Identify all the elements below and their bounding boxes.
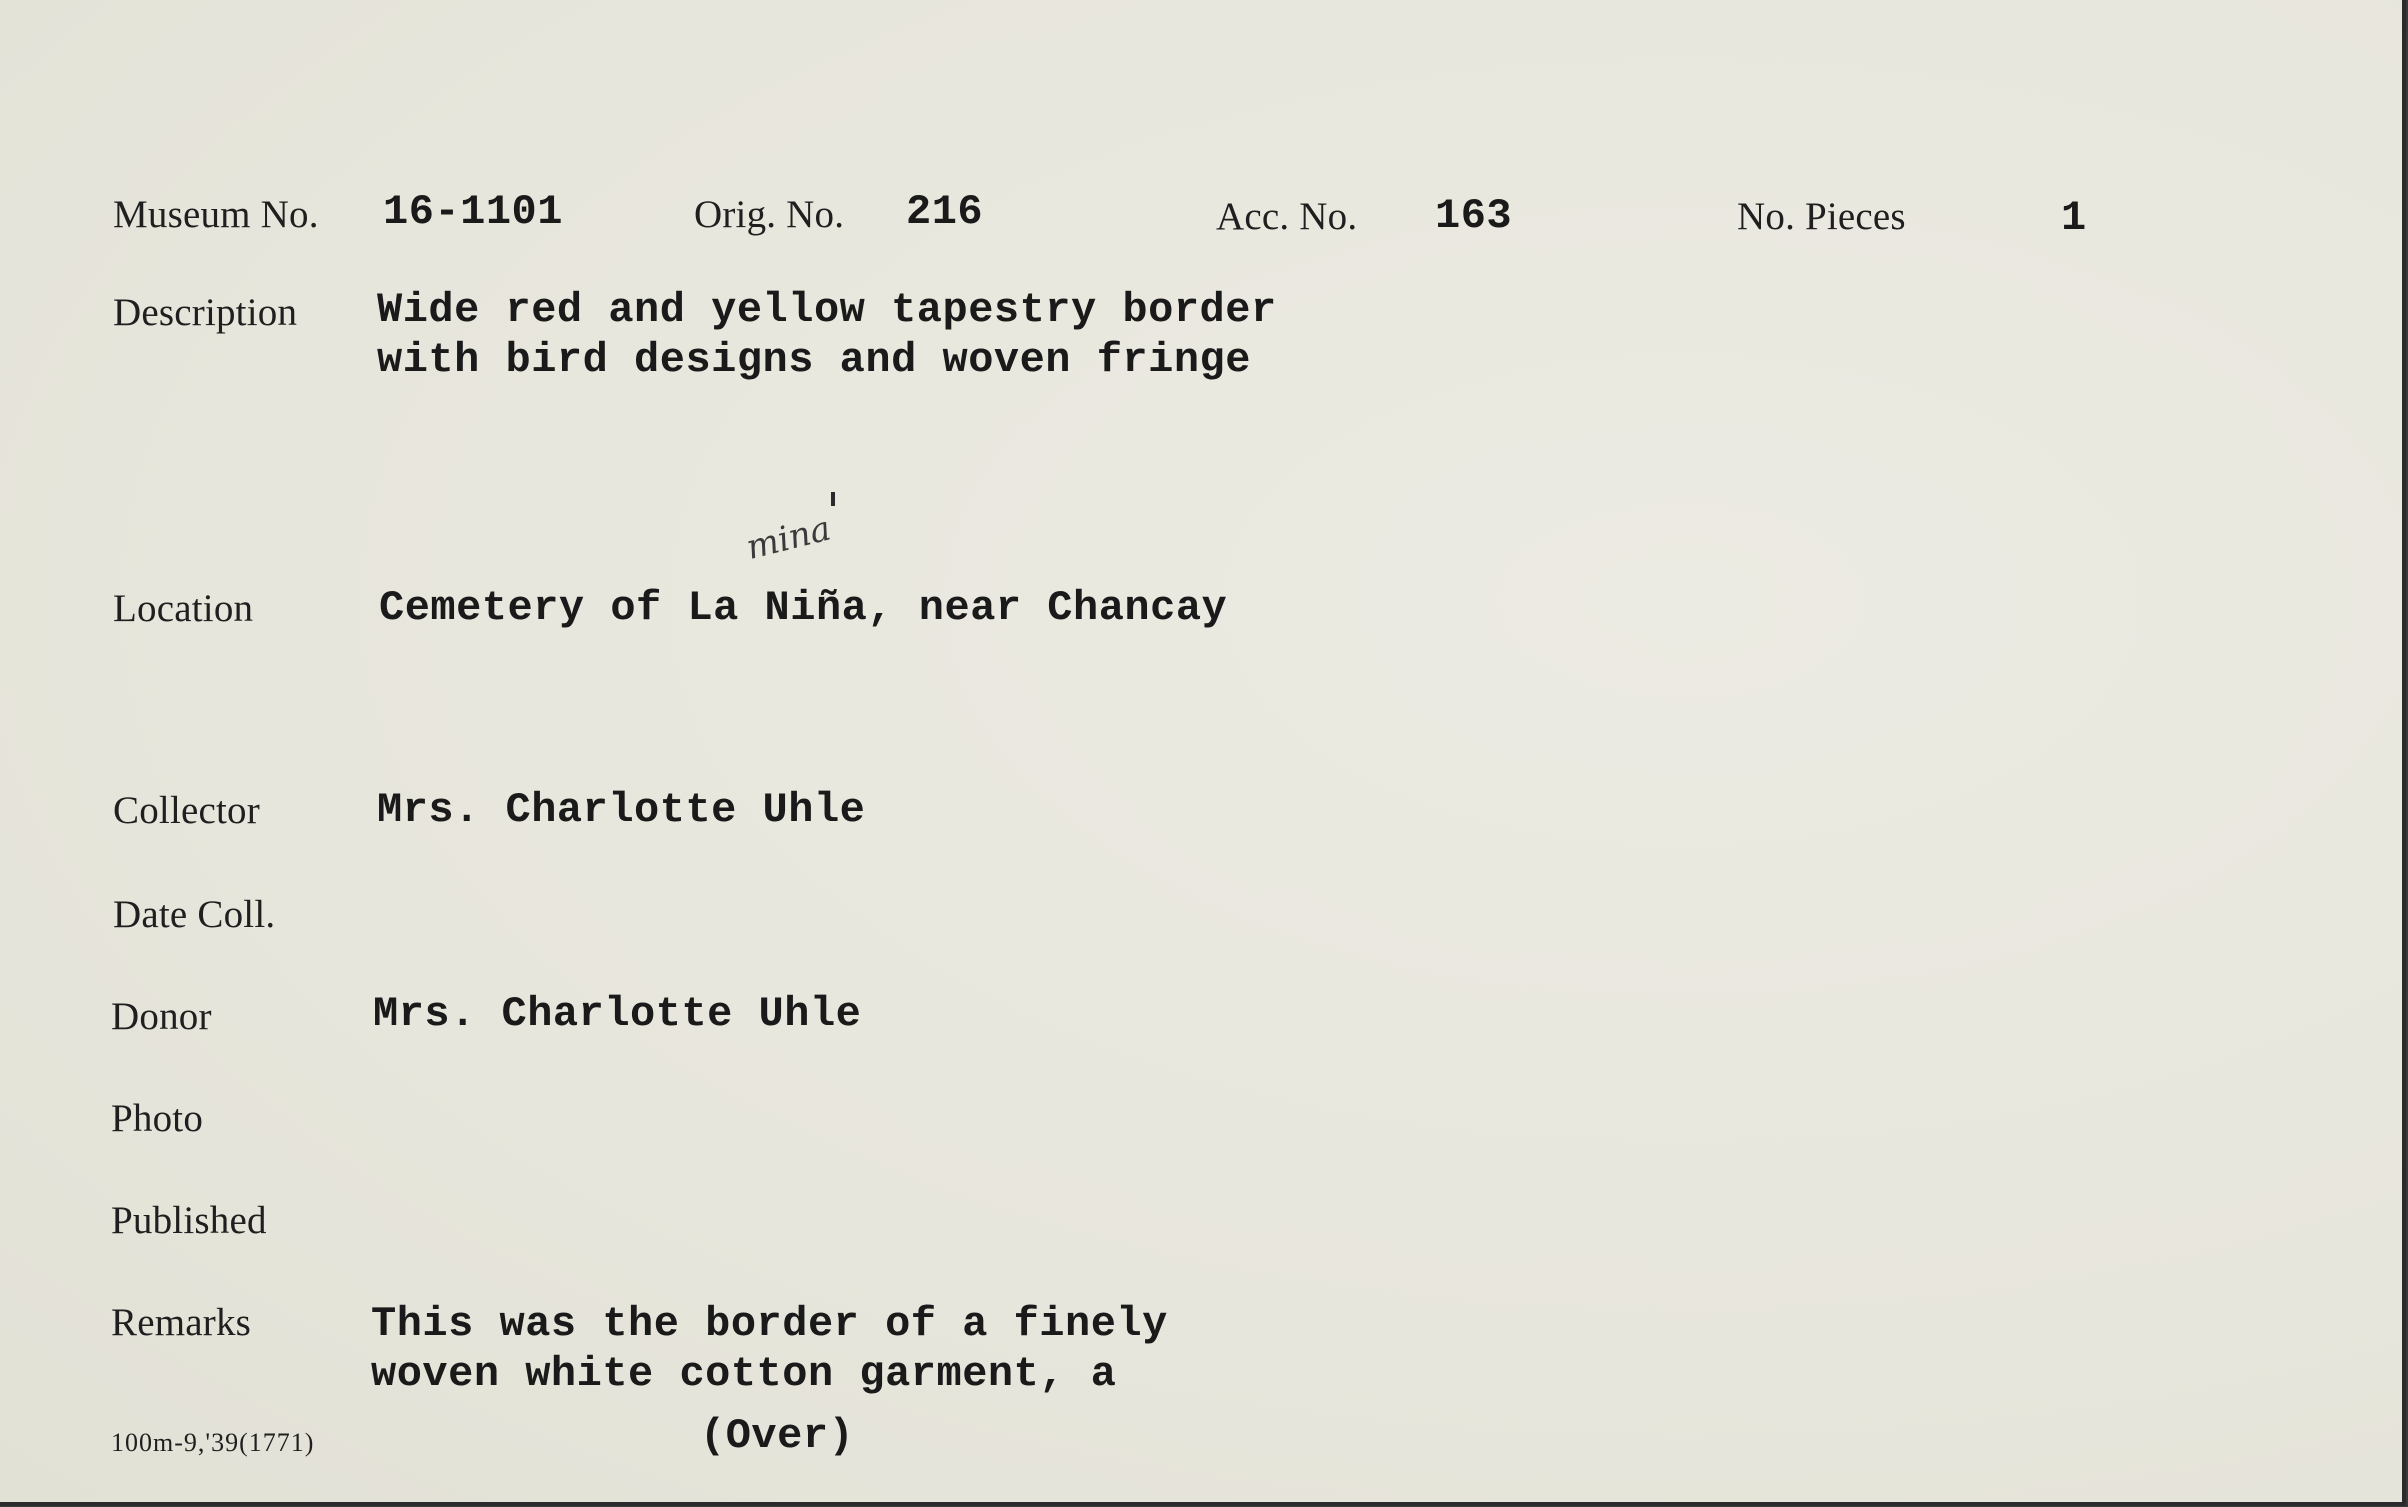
over-note: (Over) [700,1412,855,1460]
donor-label: Donor [111,995,212,1038]
location-label: Location [113,587,254,630]
description-line-2: with bird designs and woven fringe [377,336,1251,384]
donor-value: Mrs. Charlotte Uhle [373,990,862,1038]
no-pieces-value: 1 [2061,194,2087,242]
form-code: 100m-9,'39(1771) [111,1428,315,1457]
acc-no-value: 163 [1435,192,1513,240]
description-label: Description [113,291,298,334]
acc-no-label: Acc. No. [1216,195,1358,238]
date-coll-label: Date Coll. [113,893,276,936]
orig-no-value: 216 [906,188,984,236]
orig-no-label: Orig. No. [694,193,845,236]
collector-value: Mrs. Charlotte Uhle [377,786,866,834]
museum-no-label: Museum No. [113,193,319,236]
photo-label: Photo [111,1097,204,1140]
location-value: Cemetery of La Niña, near Chancay [379,584,1228,632]
museum-no-value: 16-1101 [383,188,563,236]
remarks-label: Remarks [111,1301,252,1344]
published-label: Published [111,1199,267,1242]
collector-label: Collector [113,789,260,832]
annotation-tick-mark [831,492,835,506]
no-pieces-label: No. Pieces [1737,195,1906,238]
handwritten-annotation: mina [742,508,835,568]
description-line-1: Wide red and yellow tapestry border [377,286,1277,334]
remarks-line-1: This was the border of a finely [371,1300,1168,1348]
remarks-line-2: woven white cotton garment, a [371,1350,1117,1398]
